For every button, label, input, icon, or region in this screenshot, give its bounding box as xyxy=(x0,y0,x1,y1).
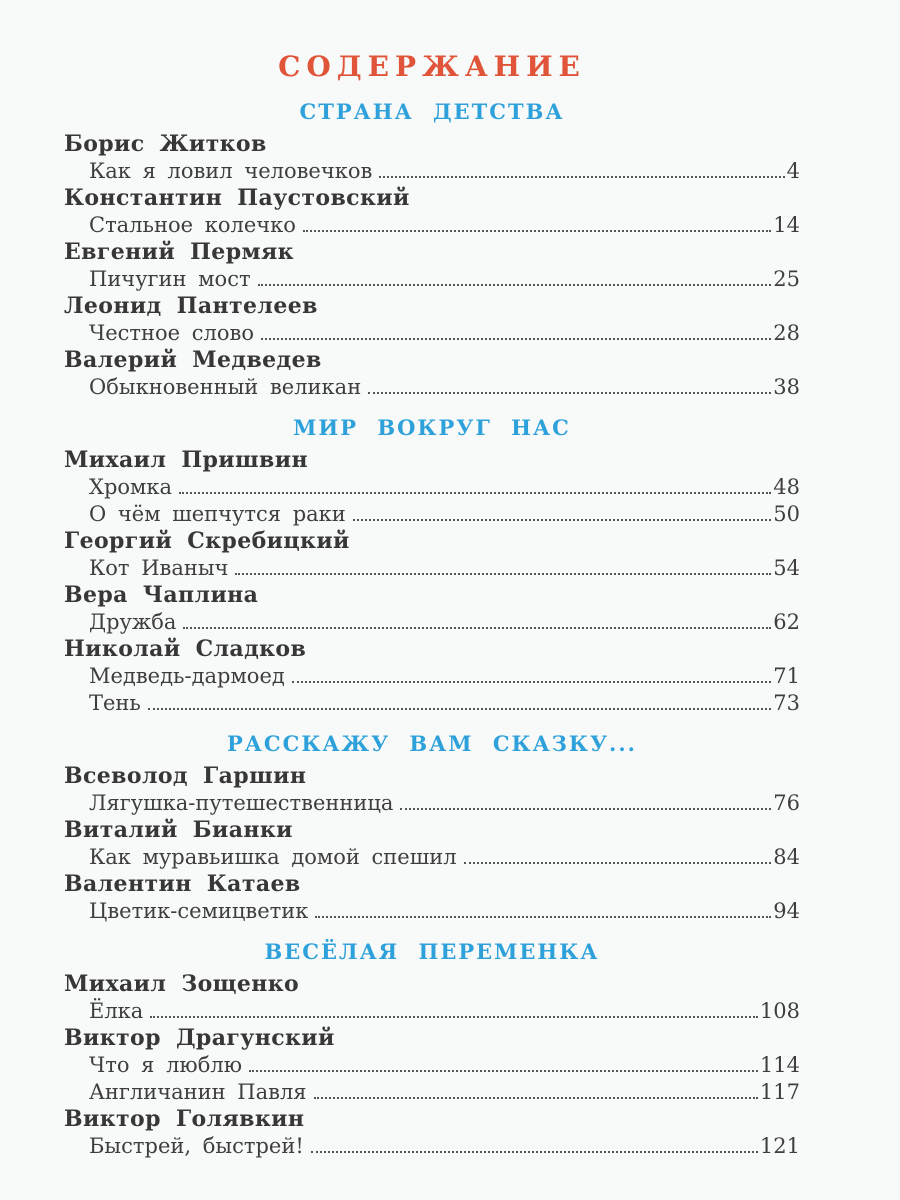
toc-entry xyxy=(64,609,800,636)
section-heading: СТРАНА ДЕТСТВА xyxy=(299,99,565,124)
toc-entry xyxy=(64,690,800,717)
author-name: Всеволод Гаршин xyxy=(64,763,307,789)
work-title: Лягушка-путешественница xyxy=(89,791,394,815)
toc-section xyxy=(64,415,800,717)
work-title: Цветик-семицветик xyxy=(89,899,309,923)
dot-leader xyxy=(258,284,772,286)
page-number: 121 xyxy=(759,1134,800,1158)
dot-leader xyxy=(314,1097,758,1099)
work-title: Честное слово xyxy=(89,321,254,345)
work-title: О чём шепчутся раки xyxy=(89,502,346,526)
page-number: 54 xyxy=(773,556,800,580)
work-title: Как муравьишка домой спешил xyxy=(89,845,457,869)
work-title: Пичугин мост xyxy=(89,267,251,291)
work-title: Англичанин Павля xyxy=(89,1080,307,1104)
toc-entry xyxy=(64,158,800,185)
dot-leader xyxy=(315,916,771,918)
page-number: 62 xyxy=(773,610,800,634)
page-number: 48 xyxy=(773,475,800,499)
toc-entry xyxy=(64,1079,800,1106)
work-title: Ёлка xyxy=(89,999,144,1023)
page-number: 117 xyxy=(759,1080,800,1104)
author-name: Георгий Скребицкий xyxy=(64,528,350,554)
dot-leader xyxy=(249,1070,758,1072)
author-name: Борис Житков xyxy=(64,131,267,157)
page-number: 76 xyxy=(773,791,800,815)
dot-leader xyxy=(400,808,771,810)
work-title: Дружба xyxy=(89,610,177,634)
work-title: Быстрей, быстрей! xyxy=(89,1134,304,1158)
toc-entry xyxy=(64,474,800,501)
work-title: Медведь-дармоед xyxy=(89,664,285,688)
section-heading: МИР ВОКРУГ НАС xyxy=(293,415,571,440)
toc-entry xyxy=(64,663,800,690)
page-number: 4 xyxy=(786,159,800,183)
dot-leader xyxy=(379,176,784,178)
page-number: 38 xyxy=(773,375,800,399)
section-heading: ВЕСЁЛАЯ ПЕРЕМЕНКА xyxy=(264,939,600,964)
page-number: 14 xyxy=(773,213,800,237)
author-name: Виктор Голявкин xyxy=(64,1106,305,1132)
author-name: Валерий Медведев xyxy=(64,347,322,373)
toc-entry xyxy=(64,266,800,293)
page-title: СОДЕРЖАНИЕ xyxy=(278,50,586,83)
page-number: 25 xyxy=(773,267,800,291)
work-title: Хромка xyxy=(89,475,173,499)
dot-leader xyxy=(353,519,771,521)
page-number: 84 xyxy=(773,845,800,869)
toc-section xyxy=(64,731,800,925)
toc-entry xyxy=(64,998,800,1025)
author-name: Леонид Пантелеев xyxy=(64,293,318,319)
toc-entry xyxy=(64,320,800,347)
dot-leader xyxy=(148,708,771,710)
toc-entry xyxy=(64,790,800,817)
dot-leader xyxy=(235,573,771,575)
toc-entry xyxy=(64,501,800,528)
author-name: Евгений Пермяк xyxy=(64,239,294,265)
page-number: 28 xyxy=(773,321,800,345)
dot-leader xyxy=(150,1016,758,1018)
dot-leader xyxy=(183,627,771,629)
toc-entry xyxy=(64,844,800,871)
author-name: Вера Чаплина xyxy=(64,582,259,608)
author-name: Константин Паустовский xyxy=(64,185,410,211)
work-title: Кот Иваныч xyxy=(89,556,229,580)
dot-leader xyxy=(261,338,771,340)
author-name: Михаил Пришвин xyxy=(64,447,308,473)
dot-leader xyxy=(311,1151,758,1153)
work-title: Стальное колечко xyxy=(89,213,296,237)
author-name: Виктор Драгунский xyxy=(64,1025,335,1051)
work-title: Тень xyxy=(89,691,141,715)
toc-entry xyxy=(64,212,800,239)
author-name: Михаил Зощенко xyxy=(64,971,300,997)
work-title: Как я ловил человечков xyxy=(89,159,373,183)
toc-entry xyxy=(64,1052,800,1079)
page-number: 73 xyxy=(773,691,800,715)
page-number: 94 xyxy=(773,899,800,923)
work-title: Обыкновенный великан xyxy=(89,375,362,399)
page-number: 114 xyxy=(759,1053,800,1077)
dot-leader xyxy=(368,392,771,394)
author-name: Николай Сладков xyxy=(64,636,307,662)
dot-leader xyxy=(179,492,771,494)
dot-leader xyxy=(292,681,771,683)
toc-section xyxy=(64,99,800,401)
page-number: 50 xyxy=(773,502,800,526)
toc-section xyxy=(64,939,800,1160)
section-heading: РАССКАЖУ ВАМ СКАЗКУ... xyxy=(227,731,637,756)
toc-entry xyxy=(64,898,800,925)
toc-entry xyxy=(64,374,800,401)
author-name: Валентин Катаев xyxy=(64,871,301,897)
page-number: 108 xyxy=(759,999,800,1023)
page-number: 71 xyxy=(773,664,800,688)
work-title: Что я люблю xyxy=(89,1053,242,1077)
toc-entry xyxy=(64,1133,800,1160)
toc-entry xyxy=(64,555,800,582)
dot-leader xyxy=(303,230,771,232)
author-name: Виталий Бианки xyxy=(64,817,293,843)
dot-leader xyxy=(464,862,772,864)
